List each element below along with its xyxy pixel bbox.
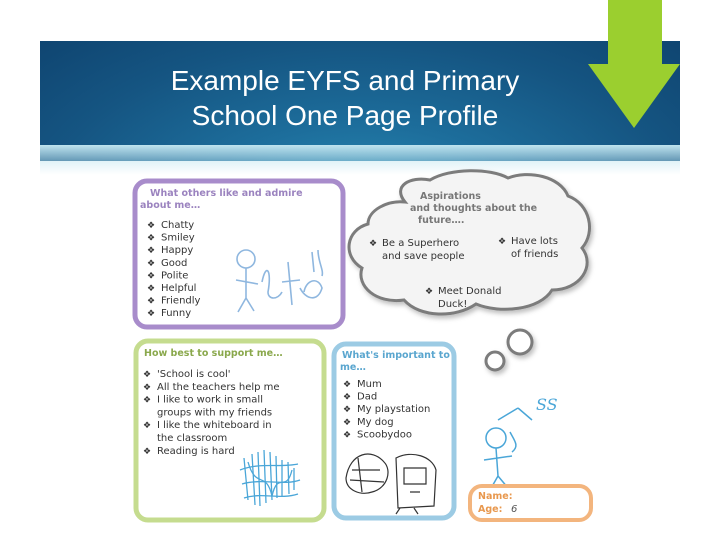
admire-heading-1: What others like and admire bbox=[150, 188, 303, 199]
diamond-bullet-icon: ❖ bbox=[143, 421, 152, 432]
important-item: Mum bbox=[357, 379, 382, 390]
admire-item: Friendly bbox=[161, 295, 201, 307]
support-item: groups with my friends bbox=[157, 407, 273, 419]
diamond-bullet-icon: ❖ bbox=[343, 380, 352, 390]
aspiration-item-3b: Duck! bbox=[438, 299, 468, 310]
support-item: I like the whiteboard in bbox=[157, 420, 272, 432]
diamond-bullet-icon: ❖ bbox=[143, 382, 152, 393]
name-label: Name: bbox=[478, 491, 513, 502]
admire-box bbox=[135, 181, 343, 327]
aspiration-item-3a: Meet Donald bbox=[438, 286, 502, 297]
diamond-bullet-icon: ❖ bbox=[147, 246, 156, 257]
aspiration-item-2a: Have lots bbox=[511, 236, 558, 247]
diamond-bullet-icon: ❖ bbox=[147, 309, 156, 320]
diamond-bullet-icon: ❖ bbox=[147, 271, 156, 282]
admire-item: Smiley bbox=[161, 232, 195, 244]
diamond-bullet-icon: ❖ bbox=[147, 221, 156, 231]
important-heading-2: me… bbox=[340, 362, 366, 373]
important-item: My dog bbox=[357, 416, 394, 428]
age-value: 6 bbox=[511, 504, 518, 515]
diamond-bullet-icon: ❖ bbox=[143, 370, 152, 380]
diamond-bullet-icon: ❖ bbox=[498, 237, 507, 247]
aspiration-item-2b: of friends bbox=[511, 249, 559, 260]
diamond-bullet-icon: ❖ bbox=[143, 395, 152, 406]
important-item: Scoobydoo bbox=[357, 429, 412, 441]
admire-item: Helpful bbox=[161, 283, 197, 294]
diamond-bullet-icon: ❖ bbox=[425, 287, 434, 297]
title-line-1: Example EYFS and Primary bbox=[170, 65, 520, 96]
diamond-bullet-icon: ❖ bbox=[147, 233, 156, 244]
support-item: Reading is hard bbox=[157, 445, 235, 457]
title-line-2: School One Page Profile bbox=[191, 100, 499, 131]
support-item: I like to work in small bbox=[157, 394, 263, 406]
age-label: Age: bbox=[478, 504, 503, 515]
admire-item: Good bbox=[161, 257, 188, 269]
diamond-bullet-icon: ❖ bbox=[343, 417, 352, 428]
important-heading-1: What's important to bbox=[342, 350, 450, 361]
aspirations-heading-3: future…. bbox=[418, 215, 465, 226]
important-item: My playstation bbox=[357, 404, 431, 416]
diamond-bullet-icon: ❖ bbox=[147, 296, 156, 307]
diamond-bullet-icon: ❖ bbox=[147, 258, 156, 269]
child-drawing-self-portrait bbox=[484, 408, 532, 490]
diamond-bullet-icon: ❖ bbox=[369, 239, 378, 249]
aspirations-heading-1: Aspirations bbox=[420, 191, 481, 202]
support-heading: How best to support me… bbox=[144, 348, 283, 359]
name-age-box bbox=[470, 486, 591, 520]
aspirations-heading-2: and thoughts about the bbox=[410, 203, 538, 214]
aspiration-item-1b: and save people bbox=[382, 251, 465, 262]
diamond-bullet-icon: ❖ bbox=[343, 430, 352, 441]
doodle-letters: SS bbox=[536, 395, 558, 414]
diamond-bullet-icon: ❖ bbox=[343, 392, 352, 403]
admire-item: Chatty bbox=[161, 220, 195, 231]
diamond-bullet-icon: ❖ bbox=[143, 446, 152, 457]
support-box bbox=[136, 341, 324, 520]
support-item: 'School is cool' bbox=[157, 369, 231, 380]
support-item: All the teachers help me bbox=[157, 381, 280, 393]
admire-item: Polite bbox=[161, 270, 189, 282]
support-item: the classroom bbox=[157, 433, 228, 444]
important-item: Dad bbox=[357, 391, 378, 403]
diamond-bullet-icon: ❖ bbox=[343, 405, 352, 416]
admire-heading-2: about me… bbox=[140, 200, 201, 211]
admire-item: Happy bbox=[161, 245, 194, 257]
important-box bbox=[334, 344, 454, 518]
diamond-bullet-icon: ❖ bbox=[147, 284, 156, 294]
admire-item: Funny bbox=[161, 308, 192, 320]
aspiration-item-1a: Be a Superhero bbox=[382, 238, 460, 249]
